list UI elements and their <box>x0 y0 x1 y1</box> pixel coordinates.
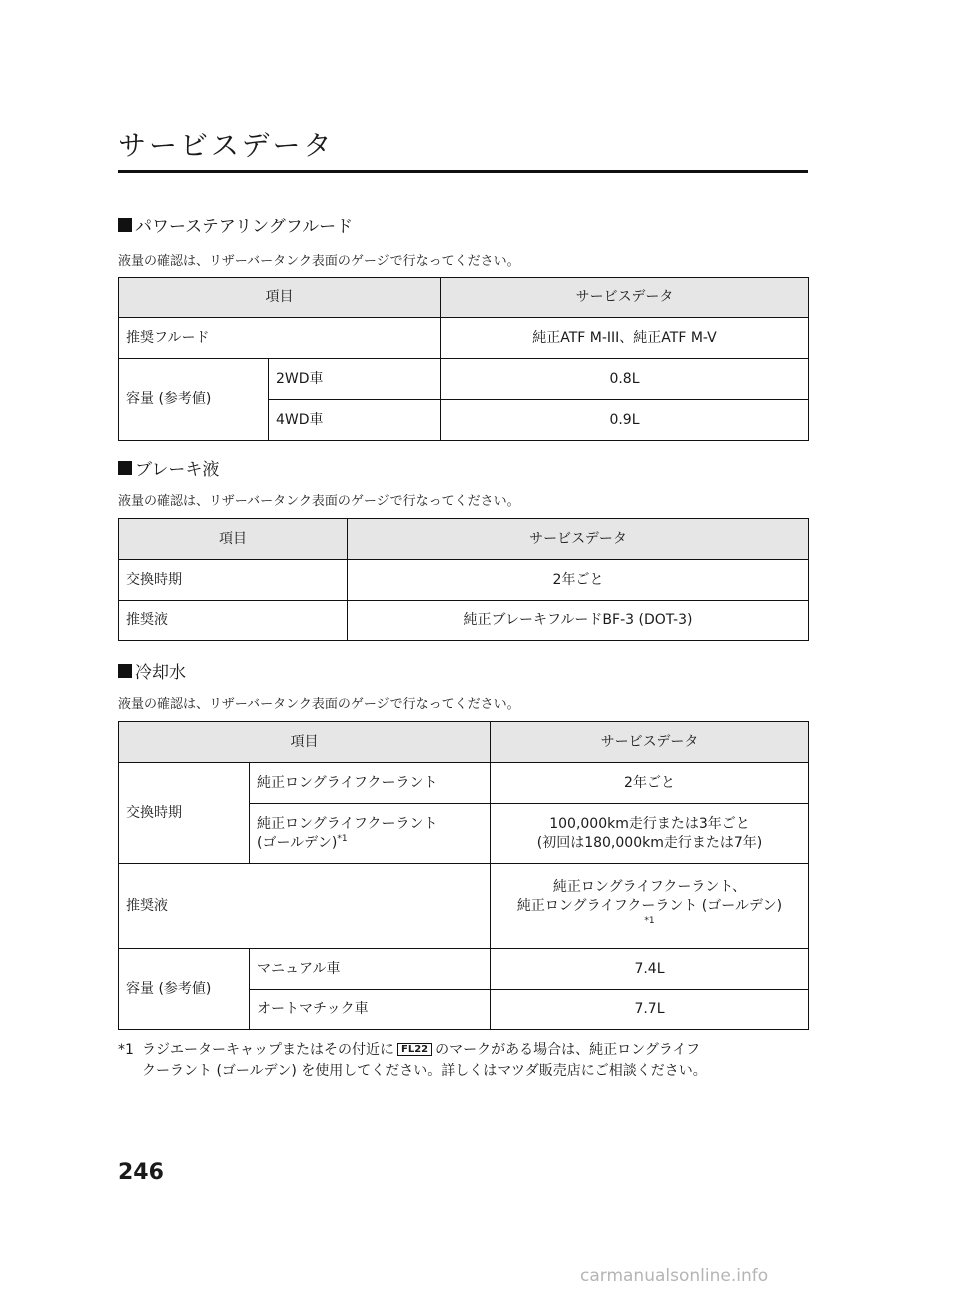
interval-line: 100,000km走行または3年ごと <box>549 815 750 832</box>
coolant-type-line: 純正ロングライフクーラント <box>257 815 438 832</box>
coolant-type: 純正ロングライフクーラント <box>250 763 491 804</box>
table-row <box>119 949 809 990</box>
fluid-label: 推奨液 <box>119 864 491 949</box>
fl22-badge-icon: FL22 <box>397 1043 432 1056</box>
table-row <box>119 560 809 601</box>
square-bullet-icon <box>118 461 132 475</box>
capacity-label: 容量 (参考値) <box>119 949 250 1030</box>
brake-fluid-heading <box>118 455 219 480</box>
cap-2wd-value: 0.8L <box>441 359 809 400</box>
coolant-heading-text: 冷却水 <box>135 663 186 683</box>
footnote-text-after: のマークがある場合は、純正ロングライフ <box>435 1042 701 1058</box>
cap-4wd-value: 0.9L <box>441 400 809 441</box>
power-steering-note: 液量の確認は、リザーバータンク表面のゲージで行なってください。 <box>118 254 520 269</box>
col-item-header: 項目 <box>119 519 348 560</box>
footnote-mark: *1 <box>337 833 348 844</box>
cap-at-label: オートマチック車 <box>250 990 491 1030</box>
square-bullet-icon <box>118 218 132 232</box>
table-row <box>119 601 809 641</box>
fluid-value: 純正ATF M-III、純正ATF M-V <box>441 318 809 359</box>
cap-at-value: 7.7L <box>491 990 809 1030</box>
col-data-header: サービスデータ <box>441 278 809 318</box>
footnote-text-before: ラジエーターキャップまたはその付近に <box>142 1042 394 1058</box>
col-data-header: サービスデータ <box>348 519 809 560</box>
table-row <box>119 864 809 949</box>
page-number: 246 <box>118 1160 164 1185</box>
coolant-table <box>118 721 809 1030</box>
fluid-label: 推奨フルード <box>119 318 441 359</box>
title-divider <box>118 170 808 173</box>
interval-line: (初回は180,000km走行または7年) <box>536 834 763 851</box>
table-row <box>119 359 809 400</box>
fluid-value: 純正ブレーキフルードBF-3 (DOT-3) <box>348 601 809 641</box>
interval-value-golden <box>491 804 809 864</box>
table-header-row <box>119 519 809 560</box>
cap-mt-label: マニュアル車 <box>250 949 491 990</box>
power-steering-table <box>118 277 809 441</box>
coolant-type-line: (ゴールデン) <box>257 834 338 851</box>
col-item-header: 項目 <box>119 722 491 763</box>
fluid-label: 推奨液 <box>119 601 348 641</box>
footnote-text <box>142 1040 707 1082</box>
table-row <box>119 763 809 804</box>
cap-2wd-label: 2WD車 <box>269 359 441 400</box>
interval-value: 2年ごと <box>348 560 809 601</box>
interval-label: 交換時期 <box>119 560 348 601</box>
table-header-row <box>119 722 809 763</box>
cap-4wd-label: 4WD車 <box>269 400 441 441</box>
brake-fluid-note: 液量の確認は、リザーバータンク表面のゲージで行なってください。 <box>118 494 520 509</box>
footnote-mark: *1 <box>118 1042 134 1058</box>
footnote-line2: クーラント (ゴールデン) を使用してください。詳しくはマツダ販売店にご相談ください。 <box>142 1063 707 1079</box>
footnote-row <box>118 1040 808 1082</box>
table-header-row <box>119 278 809 318</box>
brake-fluid-heading-text: ブレーキ液 <box>135 460 220 480</box>
fluid-value <box>491 864 809 949</box>
coolant-note: 液量の確認は、リザーバータンク表面のゲージで行なってください。 <box>118 697 520 712</box>
coolant-type-golden <box>250 804 491 864</box>
footnote-mark: *1 <box>644 915 655 926</box>
col-data-header: サービスデータ <box>491 722 809 763</box>
table-row <box>119 318 809 359</box>
capacity-label: 容量 (参考値) <box>119 359 269 441</box>
fluid-line: 純正ロングライフクーラント (ゴールデン) <box>516 897 783 914</box>
interval-value: 2年ごと <box>491 763 809 804</box>
power-steering-heading <box>118 212 353 237</box>
coolant-heading <box>118 658 186 683</box>
col-item-header: 項目 <box>119 278 441 318</box>
power-steering-heading-text: パワーステアリングフルード <box>135 217 354 237</box>
fluid-line: 純正ロングライフクーラント、 <box>552 878 747 895</box>
footnote <box>118 1040 808 1082</box>
cap-mt-value: 7.4L <box>491 949 809 990</box>
watermark: carmanualsonline.info <box>580 1266 769 1286</box>
page-title: サービスデータ <box>118 129 335 162</box>
square-bullet-icon <box>118 664 132 678</box>
interval-label: 交換時期 <box>119 763 250 864</box>
brake-fluid-table <box>118 518 809 641</box>
